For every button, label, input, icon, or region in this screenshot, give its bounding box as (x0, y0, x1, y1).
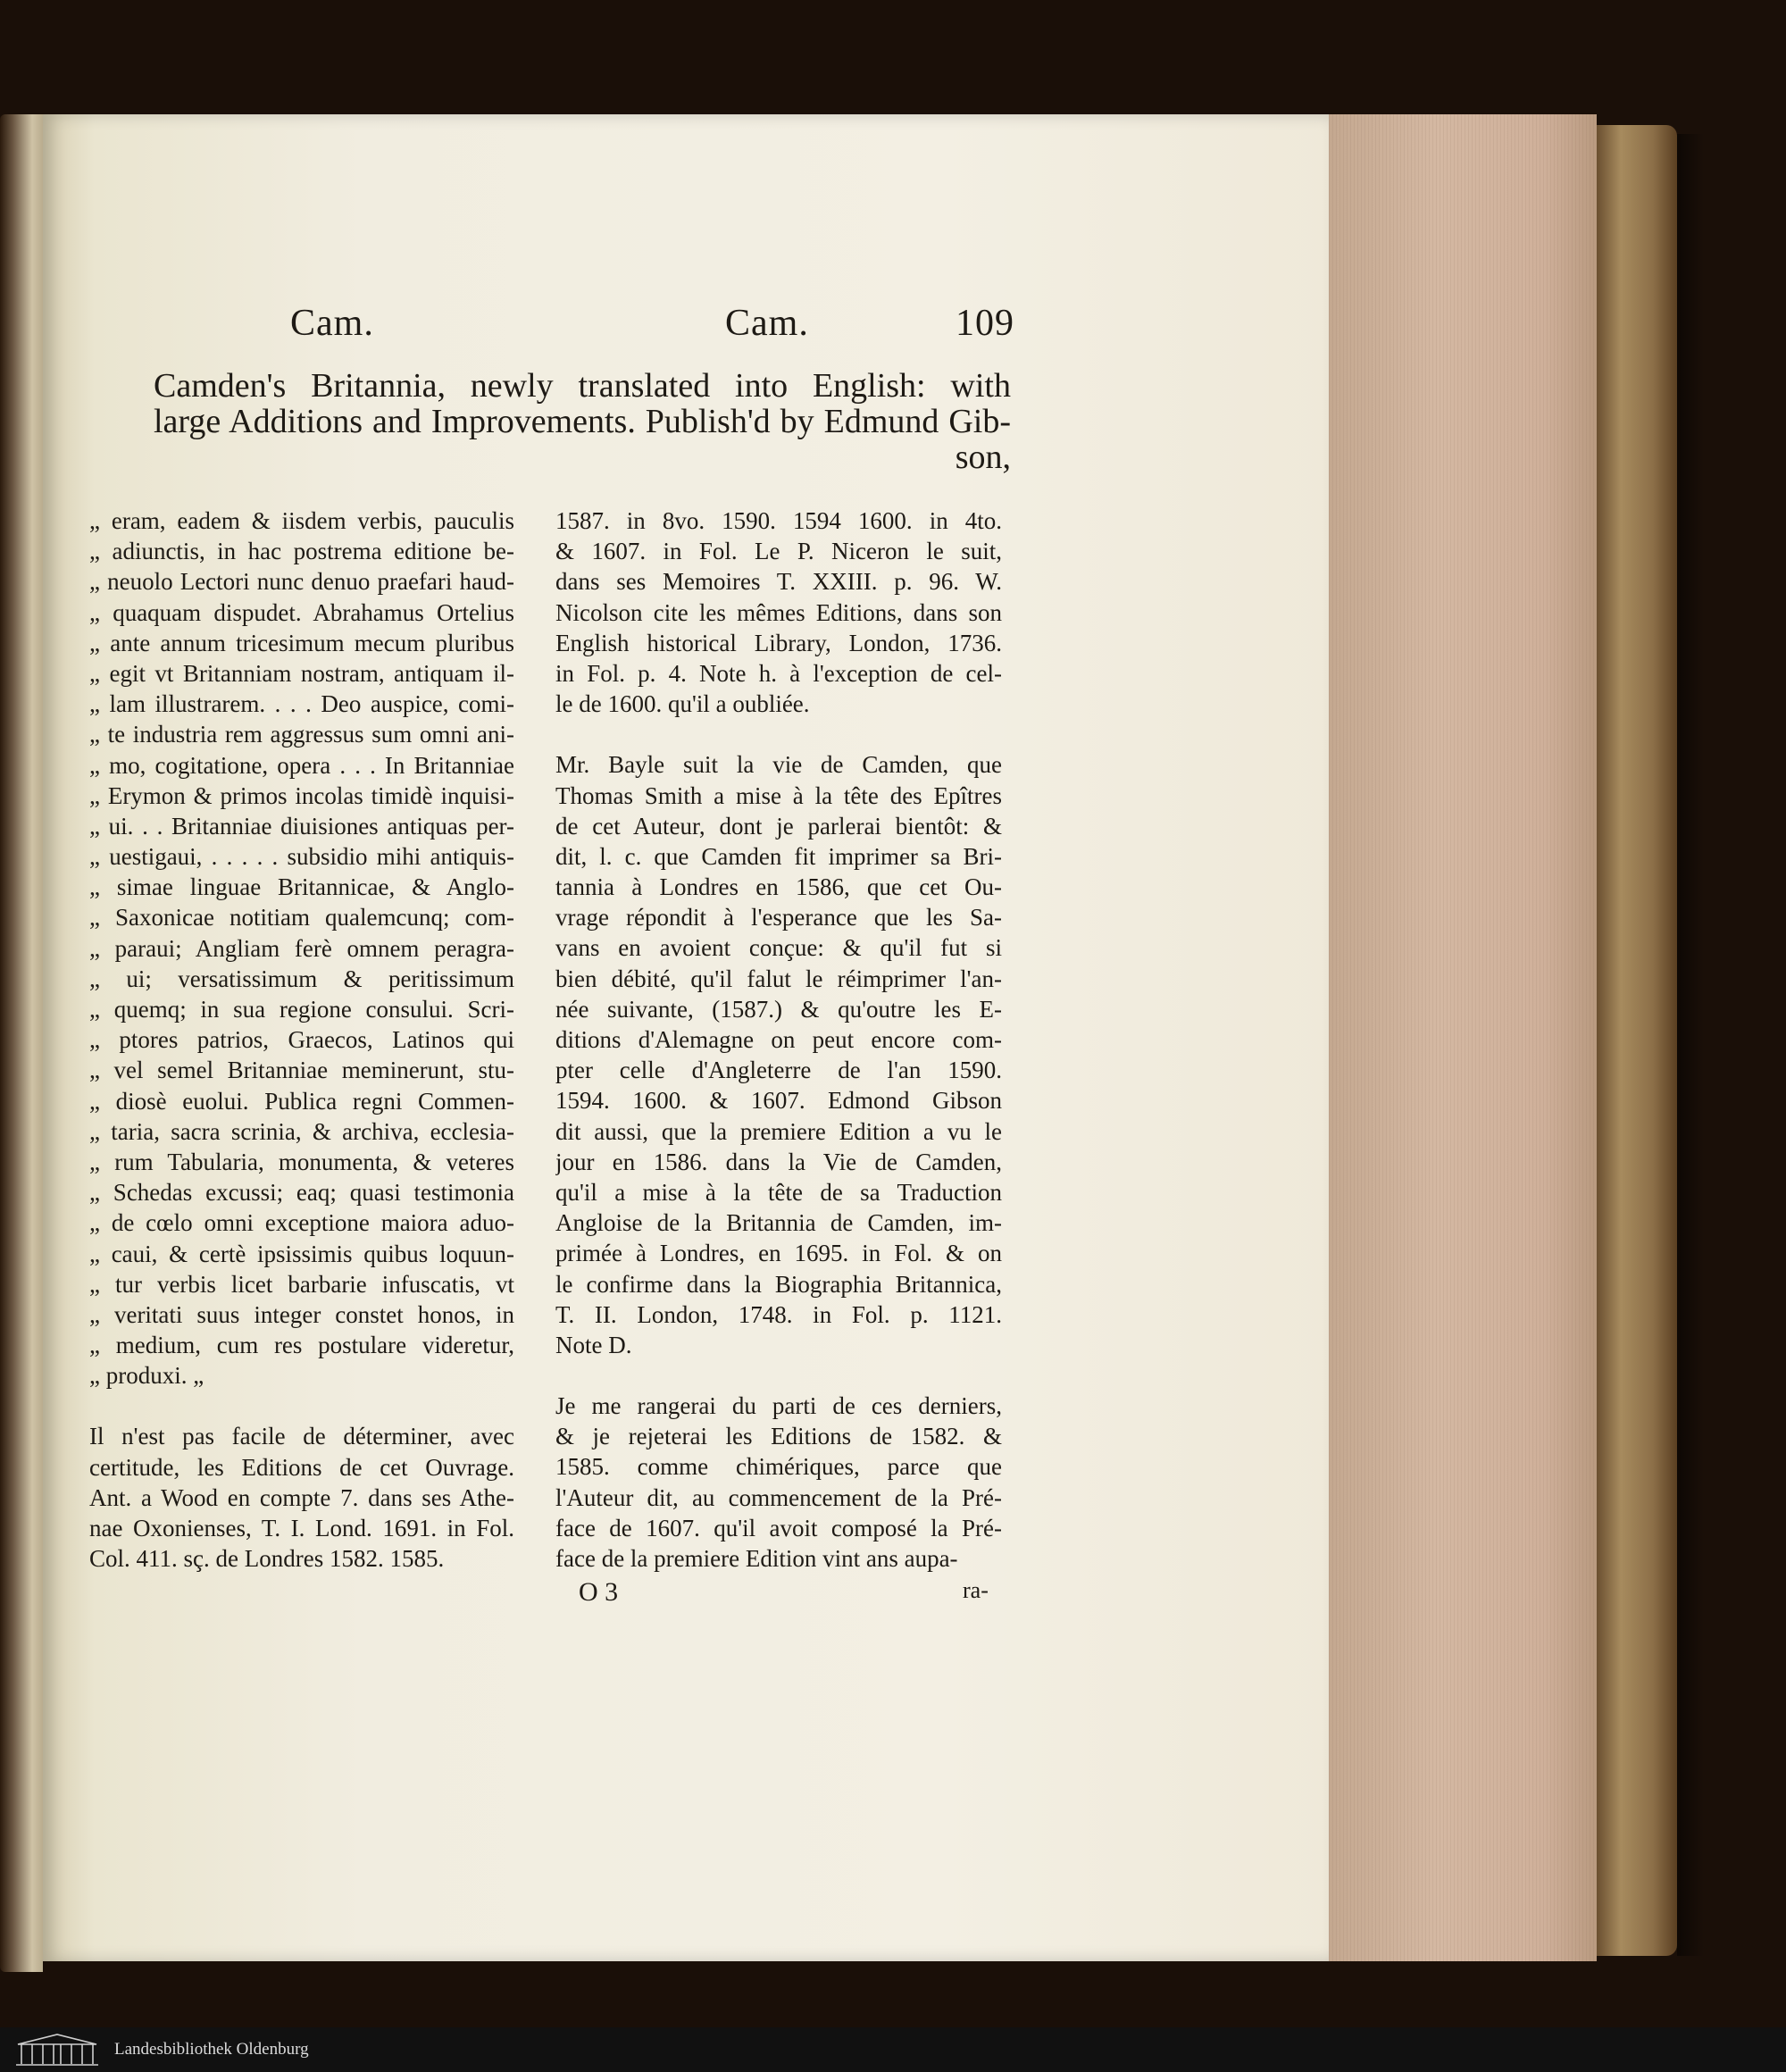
text-line: dit, l. c. que Camden fit imprimer sa Bri- (555, 842, 1002, 870)
text-line: jour en 1586. dans la Vie de Camden, (555, 1148, 1002, 1175)
text-line: „ simae linguae Britannicae, & Anglo- (89, 873, 514, 901)
text-line: „ produxi. „ (89, 1362, 204, 1390)
leather-cover (1597, 125, 1677, 1956)
text-line: „ ptores patrios, Graecos, Latinos qui (89, 1026, 514, 1054)
catchword: ra- (963, 1577, 989, 1603)
text-line: in Fol. p. 4. Note h. à l'exception de cel- (555, 659, 1002, 687)
signature-mark: O 3 (579, 1577, 619, 1607)
text-line: pter celle d'Angleterre de l'an 1590. (555, 1057, 1002, 1084)
page-number: 109 (956, 303, 1014, 344)
text-line: Thomas Smith a mise à la tête des Epîtres (555, 781, 1002, 809)
text-line: „ paraui; Angliam ferè omnem peragra- (89, 934, 514, 962)
entry-title (154, 368, 1011, 475)
library-building-logo-icon (13, 2032, 102, 2068)
text-line: „ diosè euolui. Publica regni Commen- (89, 1087, 514, 1115)
text-line: bien débité, qu'il falut le réimprimer l'an- (555, 965, 1002, 992)
text-line: „ Erymon & primos incolas timidè inquisi- (89, 781, 514, 809)
running-head-left: Cam. (290, 303, 374, 344)
paragraph-gap (555, 1360, 1002, 1391)
text-line: Mr. Bayle suit la vie de Camden, que (555, 751, 1002, 779)
text-line: nae Oxonienses, T. I. Lond. 1691. in Fol. (89, 1515, 514, 1541)
title-line: Camden's Britannia, newly translated into English: with (154, 367, 1011, 405)
text-line: qu'il a mise à la tête de sa Traduction (555, 1178, 1002, 1206)
text-line: Angloise de la Britannia de Camden, im- (555, 1209, 1002, 1237)
text-line: dit aussi, que la premiere Edition a vu le (555, 1117, 1002, 1145)
previous-page-edge (0, 114, 43, 1972)
text-line: „ vel semel Britanniae meminerunt, stu- (89, 1057, 514, 1084)
text-line: ditions d'Alemagne on peut encore com- (555, 1026, 1002, 1053)
text-line: Note D. (555, 1331, 632, 1358)
left-column (89, 505, 514, 1574)
text-line: face de 1607. qu'il avoit composé la Pré- (555, 1514, 1002, 1541)
text-line: le confirme dans la Biographia Britannica, (555, 1270, 1002, 1298)
text-line: „ medium, cum res postulare videretur, (89, 1332, 514, 1359)
text-line: T. II. London, 1748. in Fol. p. 1121. (555, 1300, 1002, 1328)
text-line: „ eram, eadem & iisdem verbis, pauculis (89, 507, 514, 534)
text-line: le de 1600. qu'il a oubliée. (555, 690, 810, 718)
text-line: „ tur verbis licet barbarie infuscatis, vt (89, 1270, 514, 1298)
text-line: Ant. a Wood en compte 7. dans ses Athe- (89, 1483, 514, 1511)
title-line: son, (955, 439, 1011, 476)
title-line: large Additions and Improvements. Publish'd by Edmund Gib- (154, 403, 1011, 440)
text-line: „ de cœlo omni exceptione maiora aduo- (89, 1209, 514, 1237)
text-line: „ rum Tabularia, monumenta, & veteres (89, 1148, 514, 1175)
text-line: „ taria, sacra scrinia, & archiva, ecclesia- (89, 1117, 514, 1145)
text-line: Je me rangerai du parti de ces derniers, (555, 1392, 1002, 1420)
text-line: Col. 411. sç. de Londres 1582. 1585. (89, 1545, 445, 1573)
text-line: l'Auteur dit, au commencement de la Pré- (555, 1483, 1002, 1511)
footer-bar (0, 2027, 1786, 2072)
text-line: dans ses Memoires T. XXIII. p. 96. W. (555, 568, 1002, 596)
text-line: „ Saxonicae notitiam qualemcunq; com- (89, 904, 514, 932)
text-line: „ caui, & certè ipsissimis quibus loquun- (89, 1240, 514, 1267)
cover-shadow (1677, 134, 1704, 1956)
text-line: vrage répondit à l'esperance que les Sa- (555, 904, 1002, 932)
text-line: „ lam illustrarem. . . . Deo auspice, comi- (89, 690, 514, 718)
text-line: „ ui; versatissimum & peritissimum (89, 965, 514, 992)
text-line: „ ante annum tricesimum mecum pluribus (89, 629, 514, 656)
text-line: Nicolson cite les mêmes Editions, dans son (555, 598, 1002, 626)
text-line: & 1607. in Fol. Le P. Niceron le suit, (555, 538, 1002, 565)
text-line: Il n'est pas facile de déterminer, avec (89, 1423, 514, 1450)
text-line: née suivante, (1587.) & qu'outre les E- (555, 995, 1002, 1023)
text-line: 1587. in 8vo. 1590. 1594 1600. in 4to. (555, 507, 1002, 534)
paragraph-gap (89, 1391, 514, 1421)
text-line: „ quaquam dispudet. Abrahamus Ortelius (89, 598, 514, 626)
text-line: 1594. 1600. & 1607. Edmond Gibson (555, 1087, 1002, 1115)
text-line: „ Schedas excussi; eaq; quasi testimonia (89, 1179, 514, 1207)
right-column (555, 505, 1002, 1574)
text-line: „ mo, cogitatione, opera . . . In Britanniae (89, 751, 514, 779)
text-line: „ egit vt Britanniam nostram, antiquam il- (89, 659, 514, 687)
paragraph-gap (555, 719, 1002, 749)
text-line: „ uestigaui, . . . . . subsidio mihi antiquis- (89, 843, 514, 871)
text-line: „ neuolo Lectori nunc denuo praefari haud- (89, 568, 514, 596)
text-line: 1585. comme chimériques, parce que (555, 1453, 1002, 1481)
text-line: vans en avoient conçue: & qu'il fut si (555, 934, 1002, 962)
text-line: „ te industria rem aggressus sum omni ani- (89, 721, 514, 748)
text-line: tannia à Londres en 1586, que cet Ou- (555, 873, 1002, 901)
text-line: certitude, les Editions de cet Ouvrage. (89, 1453, 514, 1481)
text-line: & je rejeterai les Editions de 1582. & (555, 1423, 1002, 1450)
text-line: primée à Londres, en 1695. in Fol. & on (555, 1240, 1002, 1267)
text-line: English historical Library, London, 1736. (555, 629, 1002, 656)
running-head-center: Cam. (725, 303, 809, 344)
text-line: de cet Auteur, dont je parlerai bientôt: & (555, 812, 1002, 840)
text-line: „ veritati suus integer constet honos, in (89, 1300, 514, 1328)
footer-library-name: Landesbibliothek Oldenburg (114, 2040, 309, 2059)
text-line: face de la premiere Edition vint ans aupa- (555, 1545, 958, 1572)
text-line: „ ui. . . Britanniae diuisiones antiquas per- (89, 812, 514, 840)
page-stack-edge (1329, 114, 1597, 1961)
text-line: „ quemq; in sua regione consului. Scri- (89, 996, 514, 1023)
text-line: „ adiunctis, in hac postrema editione be- (89, 538, 514, 565)
